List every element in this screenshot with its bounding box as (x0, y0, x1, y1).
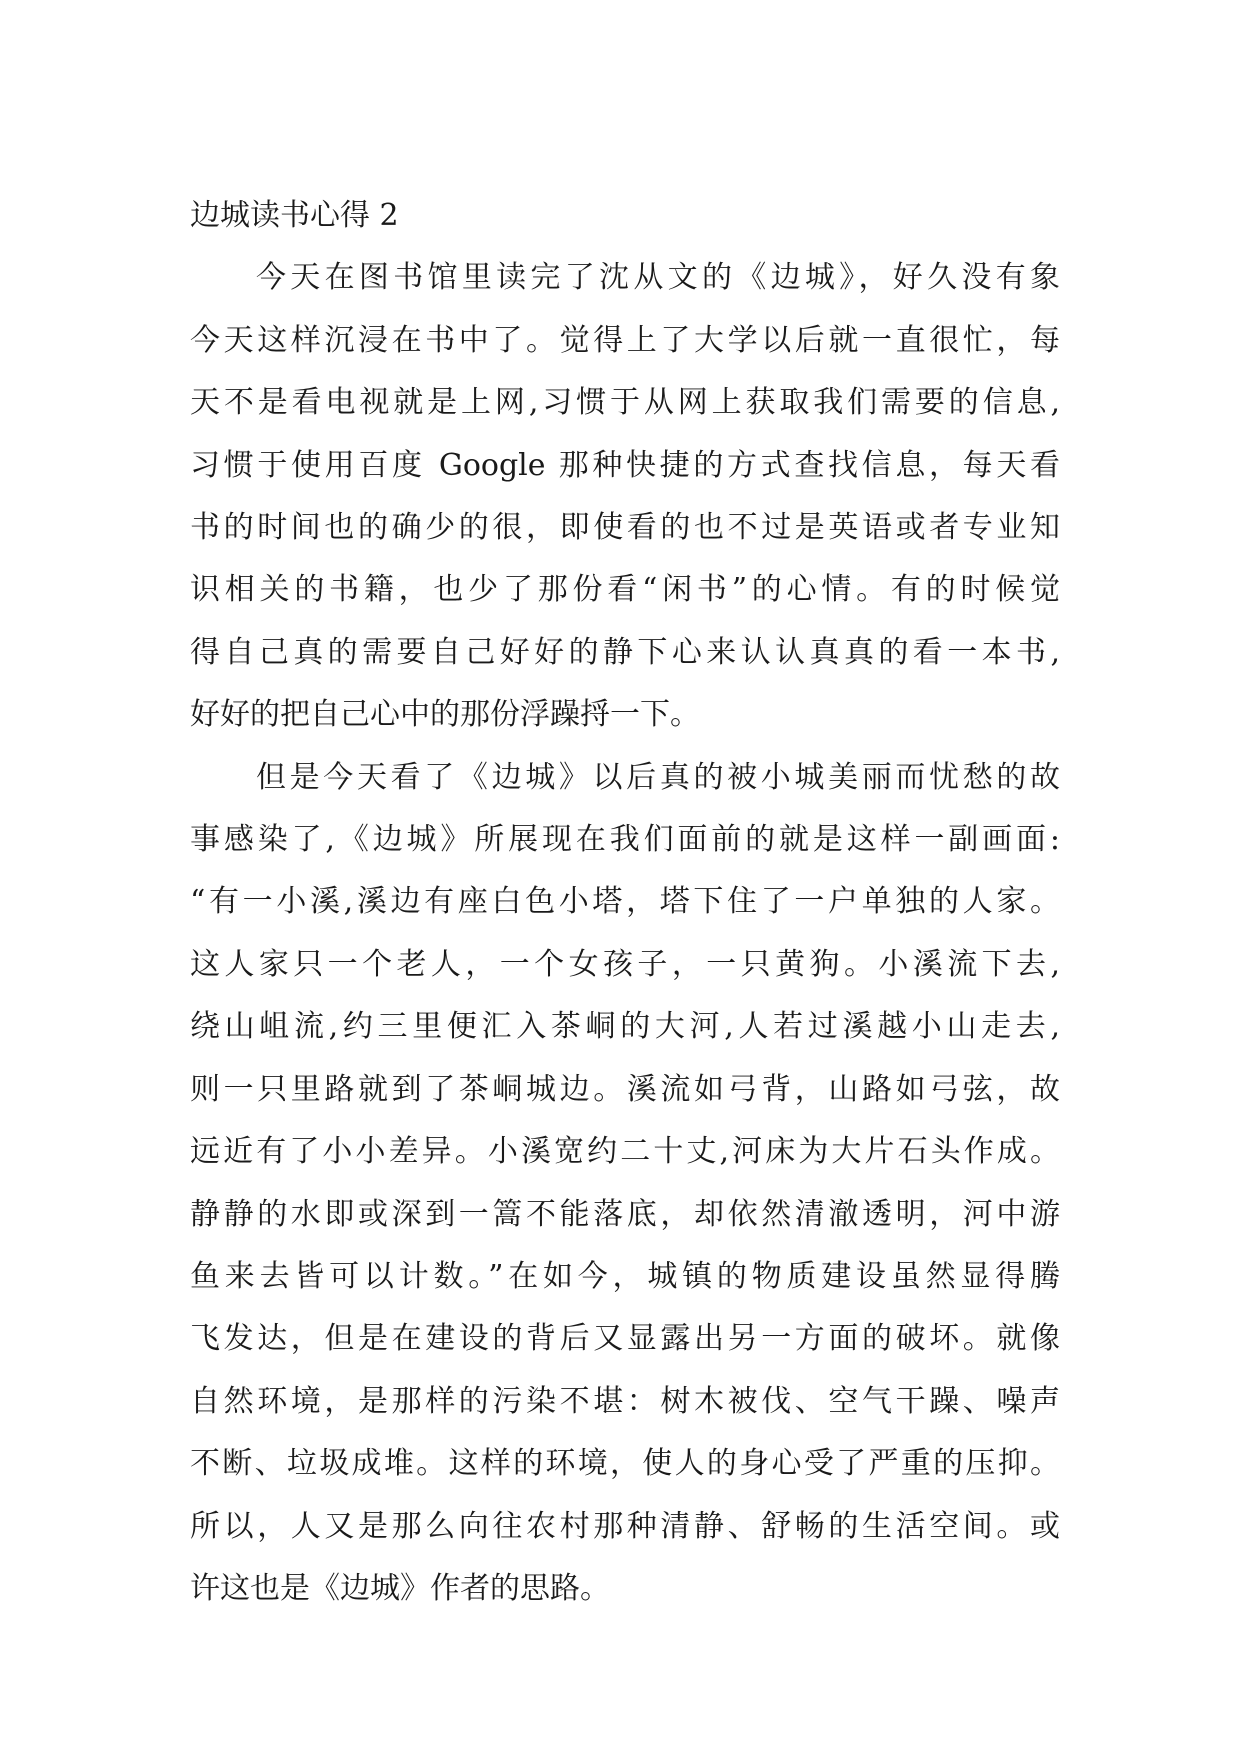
text-line: 这人家只一个老人，一个女孩子，一只黄狗。小溪流下去, (190, 946, 1060, 982)
text-line: 静静的水即或深到一篙不能落底，却依然清澈透明，河中游 (190, 1196, 1060, 1232)
text-line: 飞发达，但是在建设的背后又显露出另一方面的破坏。就像 (190, 1321, 1060, 1357)
text-line: 许这也是《边城》作者的思路。 (190, 1570, 610, 1606)
text-line: 好好的把自己心中的那份浮躁捋一下。 (190, 697, 700, 733)
paragraph-2 (190, 747, 1060, 1621)
text-line: 远近有了小小差异。小溪宽约二十丈,河床为大片石头作成。 (190, 1134, 1060, 1170)
paragraph-1 (190, 247, 1060, 746)
text-line: 绕山岨流,约三里便汇入茶峒的大河,人若过溪越小山走去, (190, 1009, 1060, 1045)
text-line: 鱼来去皆可以计数。”在如今，城镇的物质建设虽然显得腾 (190, 1258, 1060, 1294)
document-body (190, 185, 1060, 1620)
text-line: 所以，人又是那么向往农村那种清静、舒畅的生活空间。或 (190, 1508, 1060, 1544)
text-line: 自然环境，是那样的污染不堪：树木被伐、空气干躁、噪声 (190, 1383, 1060, 1419)
text-line: 事感染了,《边城》所展现在我们面前的就是这样一副画面: (190, 822, 1060, 858)
text-line: 识相关的书籍，也少了那份看“闲书”的心情。有的时候觉 (190, 572, 1060, 608)
text-line: 书的时间也的确少的很，即使看的也不过是英语或者专业知 (190, 510, 1060, 546)
text-line: 今天这样沉浸在书中了。觉得上了大学以后就一直很忙，每 (190, 322, 1060, 358)
text-line: 不断、垃圾成堆。这样的环境，使人的身心受了严重的压抑。 (190, 1446, 1060, 1482)
text-line: 则一只里路就到了茶峒城边。溪流如弓背，山路如弓弦，故 (190, 1071, 1060, 1107)
text-line: “有一小溪,溪边有座白色小塔，塔下住了一户单独的人家。 (190, 884, 1060, 920)
text-line: 得自己真的需要自己好好的静下心来认认真真的看一本书, (190, 634, 1060, 670)
text-line: 天不是看电视就是上网,习惯于从网上获取我们需要的信息, (190, 385, 1060, 421)
text-line: 今天在图书馆里读完了沈从文的《边城》，好久没有象 (256, 260, 1060, 296)
document-title: 边城读书心得 2 (190, 198, 399, 233)
text-line: 习惯于使用百度 Google 那种快捷的方式查找信息，每天看 (190, 447, 1060, 483)
text-line: 但是今天看了《边城》以后真的被小城美丽而忧愁的故 (256, 759, 1060, 795)
